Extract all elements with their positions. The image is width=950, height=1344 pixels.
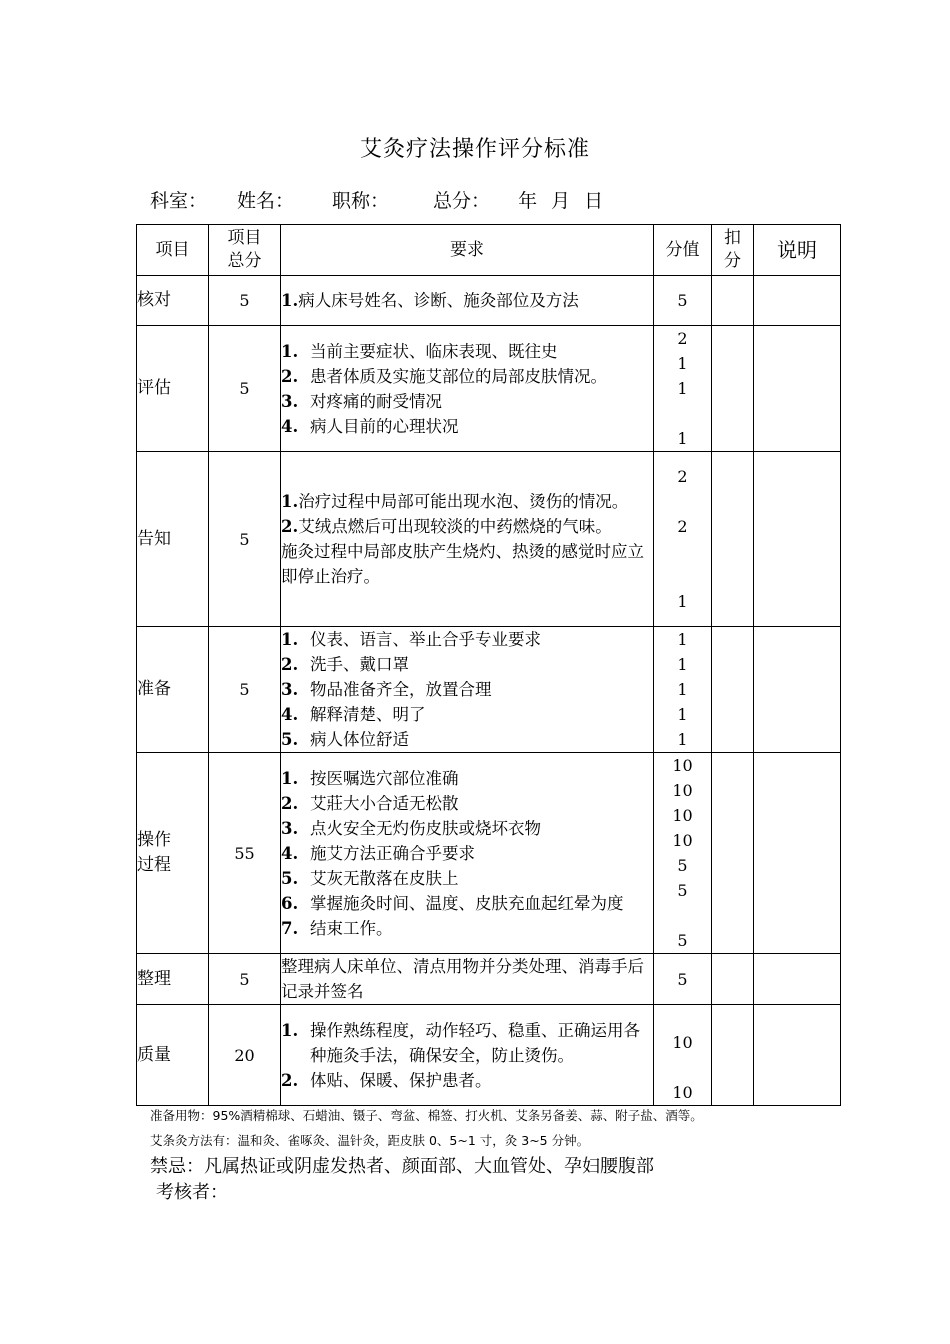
header-notes: 说明 xyxy=(754,225,841,276)
row-requirements: 1. 当前主要症状、临床表现、既往史 2. 患者体质及实施艾部位的局部皮肤情况。 3. 对疼痛的耐受情况 4. 病人目前的心理状况 xyxy=(281,326,654,452)
row-requirements: 1. 病人床号姓名、诊断、施灸部位及方法 xyxy=(281,276,654,326)
page-title: 艾灸疗法操作评分标准 xyxy=(359,137,590,162)
row-total: 5 xyxy=(209,954,281,1005)
rank-label: 职称： xyxy=(332,190,390,212)
total-label: 总分： xyxy=(433,190,491,212)
row-score: 5 xyxy=(654,954,712,1005)
table-row xyxy=(137,753,841,954)
header-deduct: 扣 分 xyxy=(712,225,754,276)
row-deduct xyxy=(712,954,754,1005)
month-label: 月 xyxy=(551,190,571,212)
row-notes xyxy=(754,1005,841,1106)
row-deduct xyxy=(712,627,754,753)
table-row xyxy=(137,276,841,326)
year-label: 年 xyxy=(518,190,538,212)
table-row xyxy=(137,1005,841,1106)
row-requirements: 1. 操作熟练程度，动作轻巧、稳重、正确运用各种施灸手法，确保安全，防止烫伤。 2. 体贴、保暖、保护患者。 xyxy=(281,1005,654,1106)
table-row xyxy=(137,954,841,1005)
row-notes xyxy=(754,452,841,627)
row-item: 准备 xyxy=(137,627,209,753)
table-row xyxy=(137,326,841,452)
header-item-total: 项目 总分 xyxy=(209,225,281,276)
row-deduct xyxy=(712,753,754,954)
row-notes xyxy=(754,627,841,753)
row-deduct xyxy=(712,452,754,627)
row-requirements: 1.治疗过程中局部可能出现水泡、烫伤的情况。 2.艾绒点燃后可出现较淡的中药燃烧的气味。 施灸过程中局部皮肤产生烧灼、热烫的感觉时应立即停止治疗。 xyxy=(281,452,654,627)
materials-note: 准备用物：95%酒精棉球、石蜡油、镊子、弯盆、棉签、打火机、艾条另备姜、蒜、附子盐、酒等。 xyxy=(150,1108,703,1123)
row-item: 操作 过程 xyxy=(137,753,209,954)
header-item: 项目 xyxy=(137,225,209,276)
row-notes xyxy=(754,326,841,452)
row-total: 55 xyxy=(209,753,281,954)
row-notes xyxy=(754,753,841,954)
row-score: 5 xyxy=(654,276,712,326)
row-item: 核对 xyxy=(137,276,209,326)
row-score: 2 2 1 xyxy=(654,452,712,627)
row-score: 10 10 10 10 5 5 5 xyxy=(654,753,712,954)
methods-note: 艾条灸方法有：温和灸、雀啄灸、温针灸，距皮肤 0、5~1 寸，灸 3~5 分钟。 xyxy=(150,1133,590,1148)
row-total: 5 xyxy=(209,326,281,452)
row-total: 20 xyxy=(209,1005,281,1106)
examiner-label: 考核者： xyxy=(156,1182,228,1203)
name-label: 姓名： xyxy=(237,190,295,212)
row-requirements: 1. 按医嘱选穴部位准确 2. 艾莊大小合适无松散 3. 点火安全无灼伤皮肤或烧坏衣物 4. 施艾方法正确合乎要求 5. 艾灰无散落在皮肤上 6. 掌握施灸时间、温度、皮肤充血起红晕为度 7. 结束工作。 xyxy=(281,753,654,954)
header-score: 分值 xyxy=(654,225,712,276)
table-row xyxy=(137,627,841,753)
row-total: 5 xyxy=(209,627,281,753)
info-line xyxy=(150,186,603,213)
header-requirements: 要求 xyxy=(281,225,654,276)
row-item: 整理 xyxy=(137,954,209,1005)
row-deduct xyxy=(712,1005,754,1106)
row-item: 告知 xyxy=(137,452,209,627)
row-deduct xyxy=(712,326,754,452)
row-notes xyxy=(754,954,841,1005)
row-total: 5 xyxy=(209,276,281,326)
row-deduct xyxy=(712,276,754,326)
contraindications-note: 禁忌：凡属热证或阴虚发热者、颜面部、大血管处、孕妇腰腹部 xyxy=(150,1156,654,1177)
row-score: 2 1 1 1 xyxy=(654,326,712,452)
dept-label: 科室： xyxy=(150,190,208,212)
row-notes xyxy=(754,276,841,326)
header-row xyxy=(137,225,841,276)
row-requirements: 1. 仪表、语言、举止合乎专业要求 2. 洗手、戴口罩 3. 物品准备齐全，放置合理 4. 解释清楚、明了 5. 病人体位舒适 xyxy=(281,627,654,753)
row-requirements: 整理病人床单位、清点用物并分类处理、消毒手后记录并签名 xyxy=(281,954,654,1005)
row-item: 评估 xyxy=(137,326,209,452)
row-score: 1 1 1 1 1 xyxy=(654,627,712,753)
day-label: 日 xyxy=(584,190,604,212)
row-item: 质量 xyxy=(137,1005,209,1106)
row-score: 10 10 xyxy=(654,1005,712,1106)
table-row xyxy=(137,452,841,627)
score-table xyxy=(136,224,841,1106)
row-total: 5 xyxy=(209,452,281,627)
